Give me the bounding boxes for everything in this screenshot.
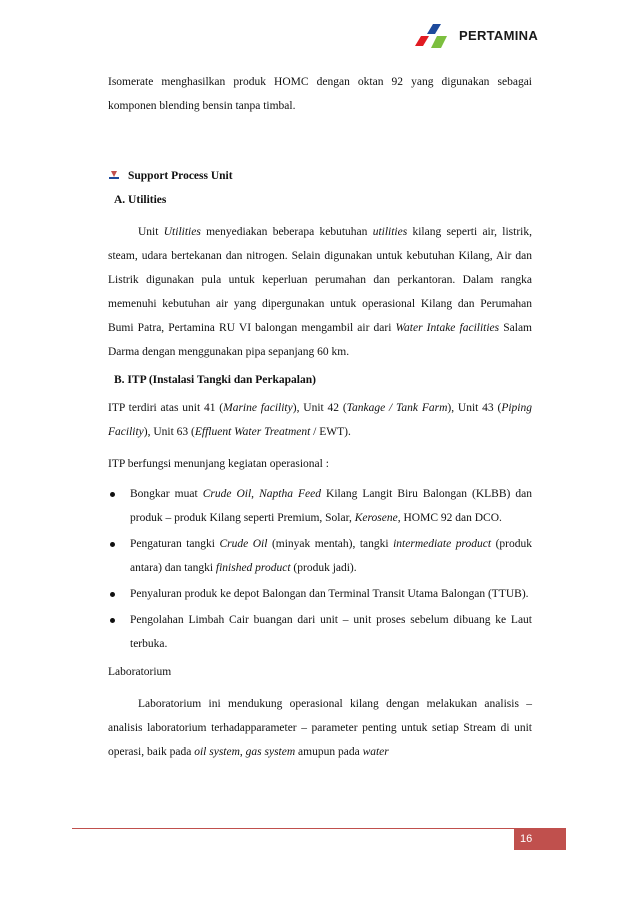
- laboratorium-heading: Laboratorium: [108, 666, 172, 678]
- list-item: Penyaluran produk ke depot Balongan dan Terminal Transit Utama Balongan (TTUB).: [108, 582, 532, 606]
- intro-paragraph: Isomerate menghasilkan produk HOMC dengan oktan 92 yang digunakan sebagai komponen blending bensin tanpa timbal.: [108, 76, 532, 112]
- pertamina-logo-icon: [413, 22, 453, 50]
- support-process-title: Support Process Unit: [128, 170, 233, 182]
- bullet-icon: [110, 618, 115, 623]
- itp-units-paragraph: ITP terdiri atas unit 41 (Marine facility), Unit 42 (Tankage / Tank Farm), Unit 43 (Piping Facility), Unit 63 (Effluent Water Treatment / EWT).: [108, 402, 532, 438]
- bullet-icon: [110, 542, 115, 547]
- bullet-icon: [110, 592, 115, 597]
- bullet-icon: [110, 492, 115, 497]
- itp-heading: B. ITP (Instalasi Tangki dan Perkapalan): [114, 374, 316, 386]
- laboratorium-paragraph: Laboratorium ini mendukung operasional kilang dengan melakukan analisis – analisis laboratorium terhadapparameter – parameter penting untuk setiap Stream di unit operasi, baik pada oil system, gas system amupun pada water: [108, 698, 532, 758]
- utilities-heading: A. Utilities: [114, 194, 167, 206]
- list-item: Pengaturan tangki Crude Oil (minyak mentah), tangki intermediate product (produk antara) dan tangki finished product (produk jadi).: [108, 532, 532, 580]
- list-item: Bongkar muat Crude Oil, Naptha Feed Kilang Langit Biru Balongan (KLBB) dan produk – produk Kilang seperti Premium, Solar, Kerosene, HOMC 92 dan DCO.: [108, 482, 532, 530]
- itp-function-list: [108, 482, 532, 656]
- brand-name: PERTAMINA: [459, 28, 539, 43]
- support-process-heading: [108, 164, 532, 188]
- page-content: [108, 70, 532, 764]
- footer-divider: [72, 828, 566, 829]
- itp-function-paragraph: ITP berfungsi menunjang kegiatan operasional :: [108, 458, 329, 470]
- page-number-box: [514, 829, 566, 850]
- pertamina-logo: [413, 22, 553, 52]
- arrow-bullet-icon: [108, 170, 120, 182]
- page-number: 16: [520, 833, 533, 845]
- utilities-paragraph: Unit Utilities menyediakan beberapa kebutuhan utilities kilang seperti air, listrik, steam, udara bertekanan dan nitrogen. Selain digunakan untuk kebutuhan Kilang, Air dan Listrik digunakan pula untuk keperluan perumahan dan perkantoran. Dalam rangka memenuhi kebutuhan air yang dipergunakan untuk operasional Kilang dan Perumahan Bumi Patra, Pertamina RU VI balongan mengambil air dari Water Intake facilities Salam Darma dengan menggunakan pipa sepanjang 60 km.: [108, 226, 532, 358]
- list-item: Pengolahan Limbah Cair buangan dari unit – unit proses sebelum dibuang ke Laut terbuka.: [108, 608, 532, 656]
